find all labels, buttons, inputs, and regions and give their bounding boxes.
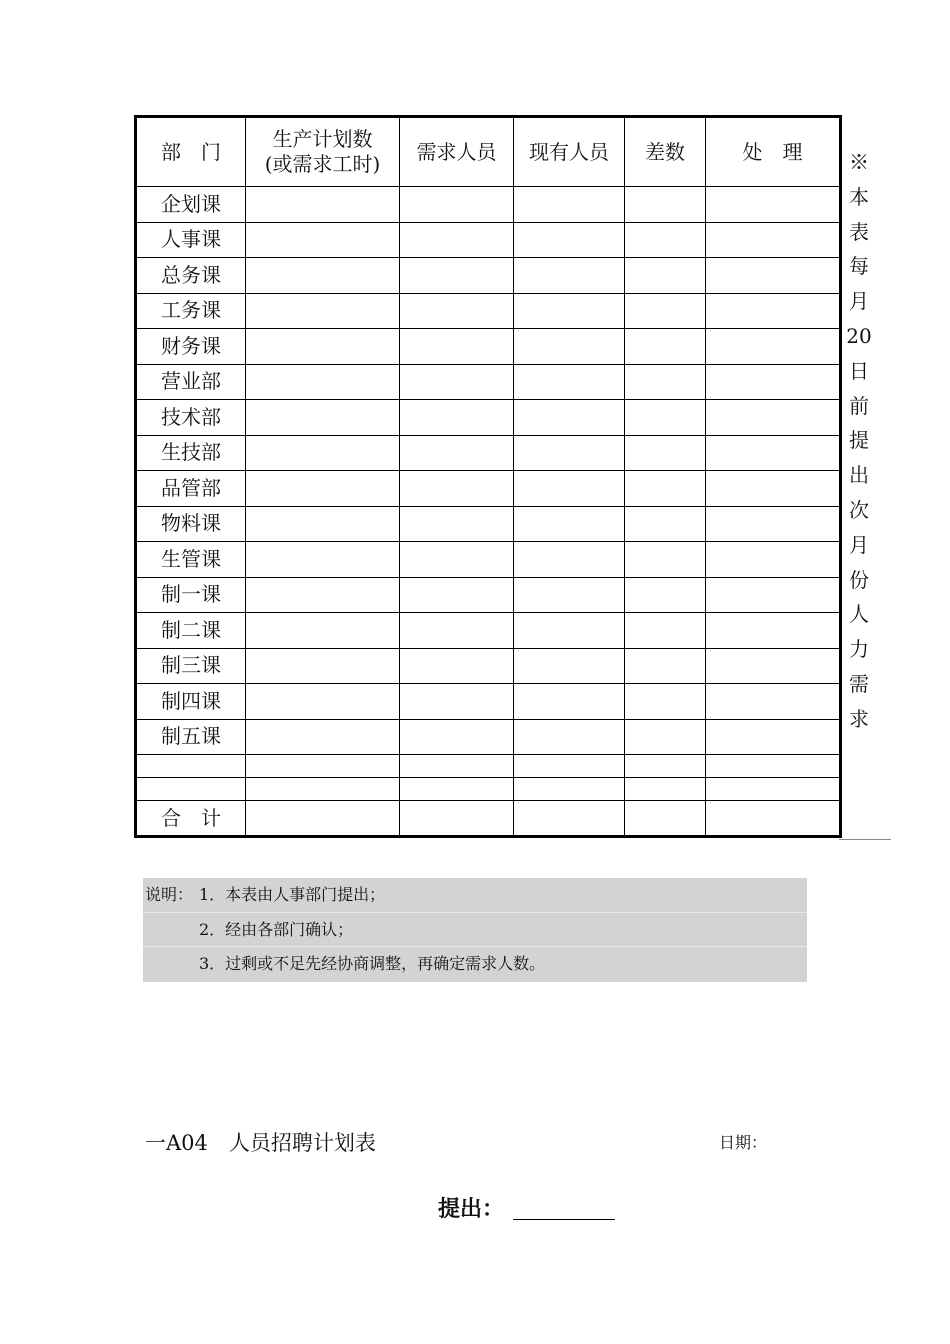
department-cell[interactable] [136, 778, 246, 801]
required-total-cell[interactable] [400, 801, 514, 837]
current-cell[interactable] [514, 222, 625, 258]
handling-cell[interactable] [706, 471, 841, 507]
current-cell[interactable] [514, 648, 625, 684]
required-cell[interactable] [400, 258, 514, 294]
table-body [136, 187, 841, 837]
side-divider [839, 839, 891, 840]
current-cell[interactable] [514, 542, 625, 578]
table-row [136, 648, 841, 684]
difference-cell[interactable] [625, 755, 706, 778]
difference-cell[interactable] [625, 435, 706, 471]
header-plan-line2: (或需求工时) [264, 152, 381, 176]
difference-cell[interactable] [625, 613, 706, 649]
handling-cell[interactable] [706, 648, 841, 684]
total-label: 合 计 [136, 801, 246, 837]
handling-cell[interactable] [706, 755, 841, 778]
difference-cell[interactable] [625, 258, 706, 294]
required-cell[interactable] [400, 222, 514, 258]
department-cell: 工务课 [136, 293, 246, 329]
required-cell[interactable] [400, 364, 514, 400]
difference-cell[interactable] [625, 648, 706, 684]
handling-cell[interactable] [706, 684, 841, 720]
current-cell[interactable] [514, 506, 625, 542]
note-item: 1．本表由人事部门提出； [199, 885, 386, 904]
current-cell[interactable] [514, 364, 625, 400]
note-item: 2．经由各部门确认； [199, 919, 354, 939]
plan-cell[interactable] [246, 684, 400, 720]
current-cell[interactable] [514, 435, 625, 471]
header-difference: 差数 [625, 117, 706, 187]
difference-cell[interactable] [625, 778, 706, 801]
table-row [136, 684, 841, 720]
current-cell[interactable] [514, 613, 625, 649]
department-cell: 人事课 [136, 222, 246, 258]
current-cell[interactable] [514, 719, 625, 755]
current-cell[interactable] [514, 755, 625, 778]
plan-cell[interactable] [246, 613, 400, 649]
handling-cell[interactable] [706, 329, 841, 365]
difference-cell[interactable] [625, 684, 706, 720]
plan-cell[interactable] [246, 364, 400, 400]
handling-cell[interactable] [706, 400, 841, 436]
difference-total-cell[interactable] [625, 801, 706, 837]
current-cell[interactable] [514, 684, 625, 720]
note-line-1 [143, 878, 807, 913]
current-cell[interactable] [514, 577, 625, 613]
current-cell[interactable] [514, 471, 625, 507]
required-cell[interactable] [400, 506, 514, 542]
required-cell[interactable] [400, 684, 514, 720]
difference-cell[interactable] [625, 293, 706, 329]
plan-cell[interactable] [246, 329, 400, 365]
blank-row [136, 755, 841, 778]
required-cell[interactable] [400, 719, 514, 755]
handling-cell[interactable] [706, 258, 841, 294]
header-department: 部 门 [136, 117, 246, 187]
plan-cell[interactable] [246, 577, 400, 613]
required-cell[interactable] [400, 577, 514, 613]
table-row [136, 435, 841, 471]
header-current-staff: 现有人员 [514, 117, 625, 187]
plan-cell[interactable] [246, 719, 400, 755]
handling-cell[interactable] [706, 719, 841, 755]
handling-cell[interactable] [706, 577, 841, 613]
table-row [136, 329, 841, 365]
required-cell[interactable] [400, 329, 514, 365]
table-row [136, 577, 841, 613]
plan-cell[interactable] [246, 506, 400, 542]
notes-box [143, 878, 807, 982]
required-cell[interactable] [400, 613, 514, 649]
difference-cell[interactable] [625, 506, 706, 542]
required-cell[interactable] [400, 471, 514, 507]
note-line-2 [143, 913, 807, 948]
table-row [136, 506, 841, 542]
required-cell[interactable] [400, 542, 514, 578]
department-cell: 品管部 [136, 471, 246, 507]
table-row [136, 364, 841, 400]
handling-cell[interactable] [706, 613, 841, 649]
current-cell[interactable] [514, 400, 625, 436]
form-code-title: 一A04 人员招聘计划表 [145, 1131, 376, 1155]
header-plan-line1: 生产计划数 [272, 127, 373, 151]
required-cell[interactable] [400, 187, 514, 223]
difference-cell[interactable] [625, 364, 706, 400]
department-cell: 总务课 [136, 258, 246, 294]
plan-cell[interactable] [246, 542, 400, 578]
notes-label: 说明： [145, 885, 194, 904]
plan-cell[interactable] [246, 258, 400, 294]
handling-cell[interactable] [706, 293, 841, 329]
table-row [136, 471, 841, 507]
side-note-vertical: ※本表每月20日前提出次月份人力需求 [846, 150, 872, 731]
required-cell[interactable] [400, 400, 514, 436]
difference-cell[interactable] [625, 400, 706, 436]
plan-cell[interactable] [246, 222, 400, 258]
difference-cell[interactable] [625, 329, 706, 365]
submitted-by-signature-line[interactable] [513, 1219, 615, 1220]
table-row [136, 258, 841, 294]
department-cell: 生技部 [136, 435, 246, 471]
department-cell[interactable] [136, 755, 246, 778]
plan-cell[interactable] [246, 400, 400, 436]
table-row [136, 187, 841, 223]
difference-cell[interactable] [625, 577, 706, 613]
handling-cell[interactable] [706, 435, 841, 471]
current-cell[interactable] [514, 778, 625, 801]
required-cell[interactable] [400, 648, 514, 684]
required-cell[interactable] [400, 435, 514, 471]
plan-cell[interactable] [246, 778, 400, 801]
current-cell[interactable] [514, 187, 625, 223]
department-cell: 物料课 [136, 506, 246, 542]
handling-cell[interactable] [706, 364, 841, 400]
table-header-row [136, 117, 841, 187]
department-cell: 企划课 [136, 187, 246, 223]
department-cell: 财务课 [136, 329, 246, 365]
required-cell[interactable] [400, 755, 514, 778]
current-cell[interactable] [514, 258, 625, 294]
table-row [136, 542, 841, 578]
required-cell[interactable] [400, 293, 514, 329]
department-cell: 生管课 [136, 542, 246, 578]
plan-total-cell[interactable] [246, 801, 400, 837]
table-row [136, 719, 841, 755]
header-production-plan [246, 117, 400, 187]
note-line-3 [143, 947, 807, 982]
department-cell: 营业部 [136, 364, 246, 400]
date-label: 日期： [719, 1133, 768, 1152]
table-row [136, 222, 841, 258]
header-handling: 处 理 [706, 117, 841, 187]
plan-cell[interactable] [246, 187, 400, 223]
submitted-by-label: 提出： [438, 1197, 505, 1222]
table-row [136, 400, 841, 436]
plan-cell[interactable] [246, 648, 400, 684]
department-cell: 技术部 [136, 400, 246, 436]
blank-row [136, 778, 841, 801]
department-cell: 制四课 [136, 684, 246, 720]
header-required-staff: 需求人员 [400, 117, 514, 187]
note-item: 3．过剩或不足先经协商调整，再确定需求人数。 [199, 954, 546, 974]
current-cell[interactable] [514, 329, 625, 365]
handling-cell[interactable] [706, 187, 841, 223]
table-row [136, 293, 841, 329]
plan-cell[interactable] [246, 293, 400, 329]
plan-cell[interactable] [246, 471, 400, 507]
handling-cell[interactable] [706, 778, 841, 801]
table-row [136, 613, 841, 649]
current-total-cell[interactable] [514, 801, 625, 837]
difference-cell[interactable] [625, 542, 706, 578]
plan-cell[interactable] [246, 435, 400, 471]
department-cell: 制三课 [136, 648, 246, 684]
current-cell[interactable] [514, 293, 625, 329]
department-cell: 制五课 [136, 719, 246, 755]
handling-cell[interactable] [706, 222, 841, 258]
department-cell: 制二课 [136, 613, 246, 649]
handling-total-cell[interactable] [706, 801, 841, 837]
required-cell[interactable] [400, 778, 514, 801]
department-cell: 制一课 [136, 577, 246, 613]
difference-cell[interactable] [625, 471, 706, 507]
difference-cell[interactable] [625, 187, 706, 223]
difference-cell[interactable] [625, 222, 706, 258]
handling-cell[interactable] [706, 542, 841, 578]
difference-cell[interactable] [625, 719, 706, 755]
plan-cell[interactable] [246, 755, 400, 778]
handling-cell[interactable] [706, 506, 841, 542]
total-row [136, 801, 841, 837]
recruitment-plan-table [134, 115, 842, 838]
